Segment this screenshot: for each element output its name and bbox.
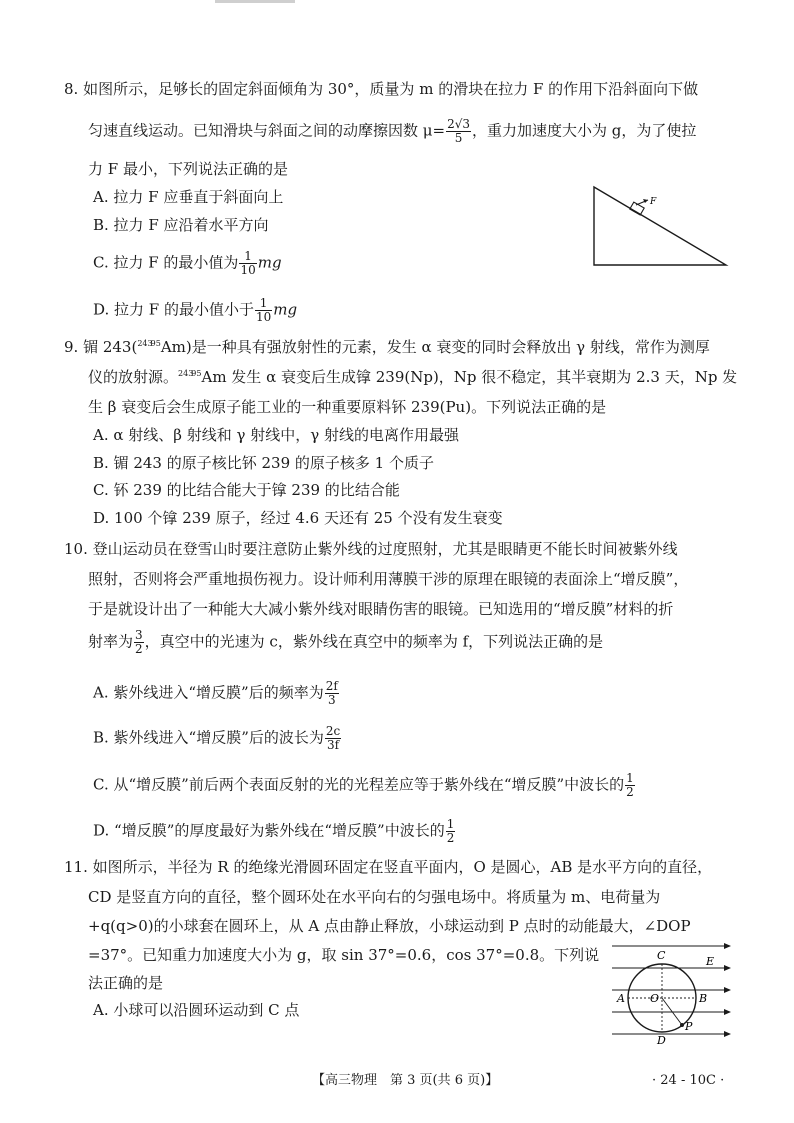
- scan-mark: [215, 0, 295, 3]
- svg-text:E: E: [706, 955, 715, 968]
- q8-option-d: D. 拉力 F 的最小值小于 $\frac{1}{10}$ mg: [93, 296, 298, 324]
- exam-code: · 24 - 10C ·: [652, 1073, 725, 1088]
- svg-text:C: C: [657, 949, 666, 962]
- q9-line2: 仪的放射源。$^{24395}$Am 发生 α 衰变后生成镎 239(Np)，Np 很不稳定，其半衰期为 2.3 天，Np 发: [88, 368, 738, 386]
- q9-option-a: A. α 射线、β 射线和 γ 射线中，γ 射线的电离作用最强: [93, 426, 459, 444]
- q11-line2: CD 是竖直方向的直径，整个圆环处在水平向右的匀强电场中。将质量为 m、电荷量为: [88, 888, 661, 906]
- q10-line3: 于是就设计出了一种能大大减小紫外线对眼睛伤害的眼镜。已知选用的“增反膜”材料的折: [88, 600, 674, 618]
- q10-line1: 10. 登山运动员在登雪山时要注意防止紫外线的过度照射，尤其是眼睛更不能长时间被紫外线: [64, 540, 678, 558]
- force-label: F: [650, 197, 657, 207]
- point-p: [680, 1023, 684, 1027]
- q8-line3: 力 F 最小，下列说法正确的是: [88, 160, 288, 178]
- ring-field-figure: [606, 938, 736, 1048]
- q11-line5: 法正确的是: [88, 974, 164, 992]
- incline-figure: [586, 183, 731, 273]
- svg-text:P: P: [685, 1020, 693, 1033]
- q8-option-a: A. 拉力 F 应垂直于斜面向上: [93, 188, 284, 206]
- q8-option-b: B. 拉力 F 应沿着水平方向: [93, 216, 269, 234]
- q10-line4: 射率为 $\frac{3}{2}$ ，真空中的光速为 c，紫外线在真空中的频率为 f，下列说法正确的是: [88, 628, 604, 656]
- q10-option-d: D. “增反膜”的厚度最好为紫外线在“增反膜”中波长的 $\frac{1}{2}$: [93, 817, 455, 845]
- q10-option-c: C. 从“增反膜”前后两个表面反射的光的光程差应等于紫外线在“增反膜”中波长的 $\frac{1}{2}$: [93, 771, 634, 799]
- q11-line1: 11. 如图所示，半径为 R 的绝缘光滑圆环固定在竖直平面内，O 是圆心，AB 是水平方向的直径，: [64, 858, 713, 876]
- q8-line2: 匀速直线运动。已知滑块与斜面之间的动摩擦因数 μ= $\frac{2√3}{5}$ ，重力加速度大小为 g，为了使拉: [88, 117, 697, 145]
- svg-text:D: D: [657, 1034, 666, 1047]
- q8-option-c: C. 拉力 F 的最小值为 $\frac{1}{10}$ mg: [93, 249, 282, 277]
- q11-line4: =37°。已知重力加速度大小为 g，取 sin 37°=0.6，cos 37°=0.8。下列说: [88, 946, 600, 964]
- mu-fraction: $\frac{2√3}{5}$: [447, 117, 471, 145]
- q9-line3: 生 β 衰变后会生成原子能工业的一种重要原料钚 239(Pu)。下列说法正确的是: [88, 398, 607, 416]
- q11-option-a: A. 小球可以沿圆环运动到 C 点: [93, 1001, 300, 1019]
- q9-option-c: C. 钚 239 的比结合能大于镎 239 的比结合能: [93, 481, 400, 499]
- slider-block: [630, 202, 644, 215]
- q10-line2: 照射，否则将会严重地损伤视力。设计师利用薄膜干涉的原理在眼镜的表面涂上“增反膜”，: [88, 570, 689, 588]
- svg-text:B: B: [699, 992, 708, 1005]
- svg-text:A: A: [617, 992, 625, 1005]
- q9-line1: 9. 镅 243($^{24395}$Am)是一种具有强放射性的元素，发生 α 衰变的同时会释放出 γ 射线，常作为测厚: [64, 338, 710, 356]
- svg-text:O: O: [650, 992, 660, 1005]
- q8-line1: 8. 如图所示，足够长的固定斜面倾角为 30°，质量为 m 的滑块在拉力 F 的作用下沿斜面向下做: [64, 80, 699, 98]
- page-footer: 【高三物理 第 3 页(共 6 页)】: [312, 1073, 499, 1088]
- q10-option-b: B. 紫外线进入“增反膜”后的波长为 $\frac{2c}{3f}$: [93, 724, 341, 752]
- q11-line3: +q(q>0)的小球套在圆环上，从 A 点由静止释放，小球运动到 P 点时的动能最大，∠DOP: [88, 917, 691, 935]
- incline-triangle: [594, 187, 726, 265]
- q10-option-a: A. 紫外线进入“增反膜”后的频率为 $\frac{2f}{3}$: [93, 679, 338, 707]
- q9-option-d: D. 100 个镎 239 原子，经过 4.6 天还有 25 个没有发生衰变: [93, 509, 503, 527]
- q9-option-b: B. 镅 243 的原子核比钚 239 的原子核多 1 个质子: [93, 454, 434, 472]
